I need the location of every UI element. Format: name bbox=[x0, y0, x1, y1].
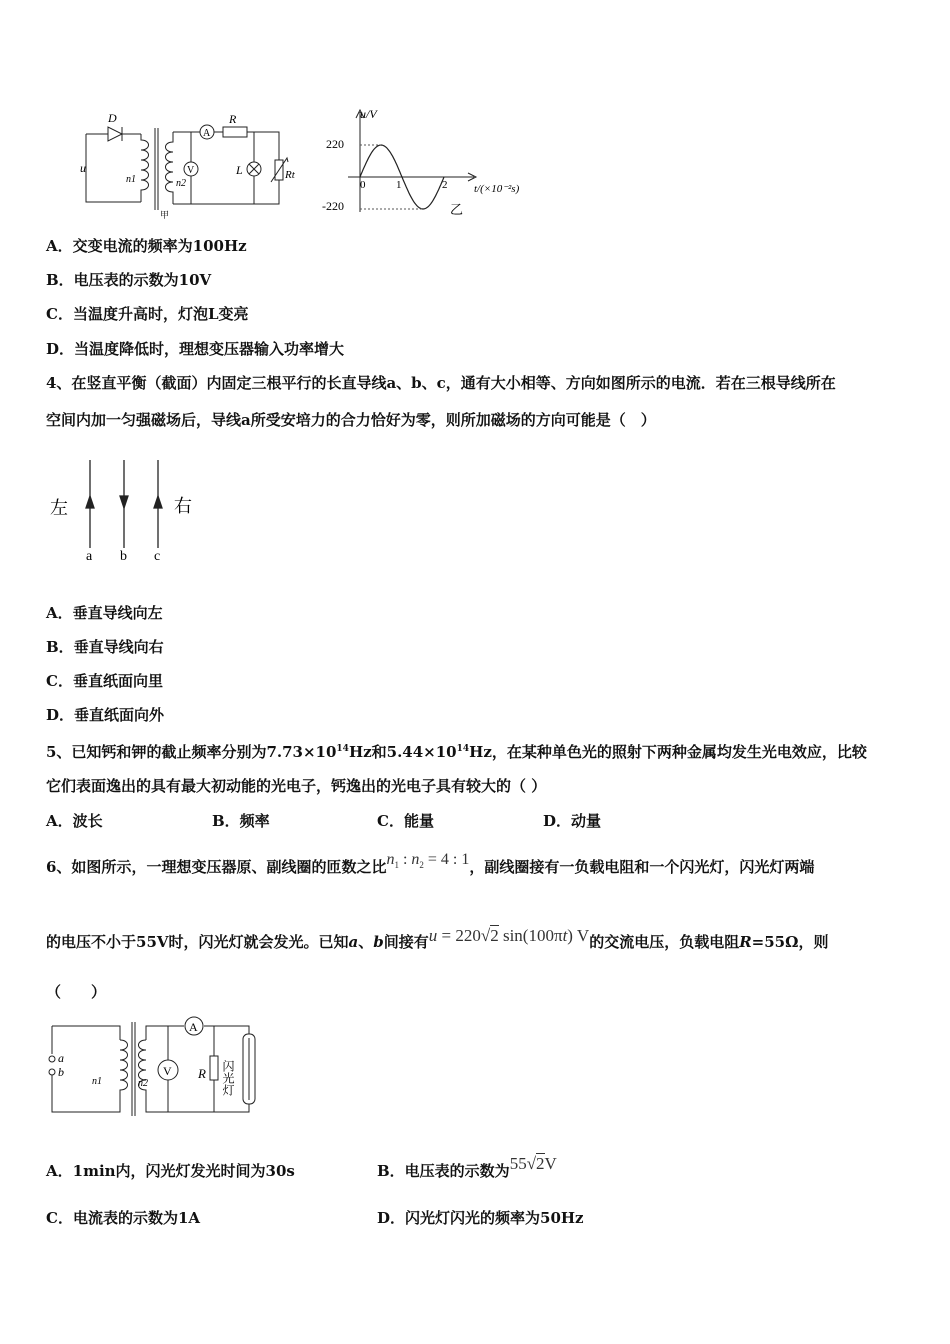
b-sqrt-arg: 2 bbox=[536, 1154, 545, 1173]
q3-option-d[interactable]: D．当温度降低时，理想变压器输入功率增大 bbox=[46, 340, 345, 358]
formula-eq: = 220 bbox=[437, 926, 481, 945]
label-Rt: Rt bbox=[285, 169, 295, 181]
q6-text-a: 6、如图所示，一理想变压器原、副线圈的匝数之比 bbox=[46, 858, 387, 876]
terminal-b: b bbox=[58, 1065, 64, 1079]
q4-option-b[interactable]: B．垂直导线向右 bbox=[46, 638, 164, 656]
terminal-b-inline: b bbox=[373, 933, 384, 951]
label-D: D bbox=[108, 111, 117, 125]
q5-text-c: Hz，在某种单色光的照射下两种金属均发生光电效应，比较 bbox=[469, 743, 867, 761]
ratio-n2: n bbox=[411, 851, 420, 868]
label-left: 左 bbox=[50, 498, 68, 518]
axis-label-t: t/(×10⁻²s) bbox=[474, 183, 520, 195]
transformer-figure bbox=[46, 1012, 272, 1118]
q5-exp-2: 14 bbox=[456, 744, 470, 754]
q4-option-c[interactable]: C．垂直纸面向里 bbox=[46, 672, 163, 690]
q6-ratio bbox=[386, 851, 470, 871]
q5-option-c[interactable]: C．能量 bbox=[377, 812, 434, 830]
q5-stem-line2: 它们表面逸出的具有最大初动能的光电子，钙逸出的光电子具有较大的（ ） bbox=[46, 777, 547, 795]
circuit-figure-jia bbox=[76, 110, 316, 222]
q6-stem-line2 bbox=[46, 926, 829, 952]
resistor-R-inline: R bbox=[739, 933, 752, 951]
q5-option-b[interactable]: B．频率 bbox=[212, 812, 270, 830]
q6-text-f: =55Ω，则 bbox=[751, 933, 829, 951]
q3-option-b[interactable]: B．电压表的示数为10V bbox=[46, 271, 212, 289]
q6-option-b[interactable] bbox=[377, 1154, 557, 1181]
formula-end: ) V bbox=[567, 926, 590, 945]
q5-exp-1: 14 bbox=[336, 744, 349, 754]
q5-stem-line1 bbox=[46, 739, 867, 762]
label-R: R bbox=[198, 1066, 206, 1081]
formula-t: t bbox=[562, 926, 568, 945]
q3-option-c[interactable]: C．当温度升高时，灯泡L变亮 bbox=[46, 305, 249, 323]
tick-label-0: 0 bbox=[360, 179, 366, 191]
ratio-colon: : bbox=[398, 851, 412, 868]
ratio-value: = 4 : 1 bbox=[423, 851, 470, 868]
q6-text-e: 的交流电压，负载电阻 bbox=[589, 933, 740, 951]
b-sqrt-sign: √ bbox=[526, 1154, 537, 1173]
q6-sep: 、 bbox=[358, 933, 374, 951]
q6-option-b-text: B．电压表的示数为 bbox=[377, 1162, 510, 1180]
q4-option-a[interactable]: A．垂直导线向左 bbox=[46, 604, 163, 622]
formula-sqrt-arg: 2 bbox=[490, 926, 499, 945]
q6-voltage-formula bbox=[429, 926, 589, 945]
caption-jia: 甲 bbox=[160, 210, 170, 220]
wire-label-b: b bbox=[120, 549, 127, 564]
label-n2: n2 bbox=[176, 178, 186, 189]
voltmeter-symbol: V bbox=[163, 1064, 172, 1078]
q5-option-a[interactable]: A．波长 bbox=[46, 812, 103, 830]
q4-stem-line2: 空间内加一匀强磁场后，导线a所受安培力的合力恰好为零，则所加磁场的方向可能是（ ） bbox=[46, 411, 656, 429]
q3-option-a[interactable]: A．交变电流的频率为100Hz bbox=[46, 237, 247, 255]
label-u: u bbox=[80, 161, 86, 175]
q6-text-c: 的电压不小于55V时，闪光灯就会发光。已知 bbox=[46, 933, 349, 951]
q4-option-d[interactable]: D．垂直纸面向外 bbox=[46, 706, 165, 724]
q5-text-a: 5、已知钙和钾的截止频率分别为7.73×10 bbox=[46, 743, 337, 761]
ratio-sub2: 2 bbox=[419, 860, 424, 871]
label-n2: n2 bbox=[138, 1078, 148, 1089]
q5-option-d[interactable]: D．动量 bbox=[543, 812, 602, 830]
q5-text-b: Hz和5.44×10 bbox=[348, 743, 457, 761]
q6-text-d: 间接有 bbox=[383, 933, 429, 951]
q6-text-b: ，副线圈接有一负载电阻和一个闪光灯，闪光灯两端 bbox=[469, 858, 815, 876]
q6-option-c[interactable]: C．电流表的示数为1A bbox=[46, 1209, 201, 1227]
b-unit: V bbox=[544, 1154, 557, 1173]
tick-label-220: 220 bbox=[326, 137, 344, 151]
b-value-coef: 55 bbox=[509, 1154, 527, 1173]
q6-option-a[interactable]: A．1min内，闪光灯发光时间为30s bbox=[46, 1162, 295, 1180]
ratio-sub1: 1 bbox=[394, 860, 399, 871]
ratio-n1: n bbox=[386, 851, 395, 868]
tick-label-2: 2 bbox=[442, 179, 448, 191]
label-R: R bbox=[229, 112, 237, 126]
formula-u: u bbox=[428, 926, 438, 945]
ammeter-symbol: A bbox=[189, 1020, 198, 1034]
caption-yi: 乙 bbox=[450, 202, 464, 217]
tick-label-1: 1 bbox=[396, 179, 402, 191]
wires-figure bbox=[46, 456, 206, 564]
waveform-figure-yi bbox=[318, 104, 540, 220]
label-n1: n1 bbox=[92, 1076, 102, 1087]
voltmeter-symbol: V bbox=[187, 165, 195, 176]
axis-label-u: u/V bbox=[360, 107, 377, 121]
formula-sin: sin(100π bbox=[498, 926, 563, 945]
q6-option-d[interactable]: D．闪光灯闪光的频率为50Hz bbox=[377, 1209, 584, 1227]
flash-lamp-label: 闪光灯 bbox=[221, 1060, 235, 1096]
label-right: 右 bbox=[174, 496, 192, 516]
q6-option-b-value bbox=[510, 1154, 557, 1173]
q6-answer-paren: （ ） bbox=[46, 983, 107, 1001]
terminal-a: a bbox=[58, 1051, 64, 1065]
q4-stem-line1: 4、在竖直平衡（截面）内固定三根平行的长直导线a、b、c，通有大小相等、方向如图所示的电流．若在三根导线所在 bbox=[46, 374, 836, 392]
label-n1: n1 bbox=[126, 174, 136, 185]
ammeter-symbol: A bbox=[203, 128, 211, 139]
q6-stem-line1 bbox=[46, 851, 815, 883]
sqrt-sign: √ bbox=[480, 926, 491, 945]
terminal-a-inline: a bbox=[348, 933, 359, 951]
tick-label-neg220: -220 bbox=[322, 199, 344, 213]
wire-label-c: c bbox=[154, 549, 161, 564]
label-L: L bbox=[236, 163, 243, 177]
wire-label-a: a bbox=[86, 549, 93, 564]
